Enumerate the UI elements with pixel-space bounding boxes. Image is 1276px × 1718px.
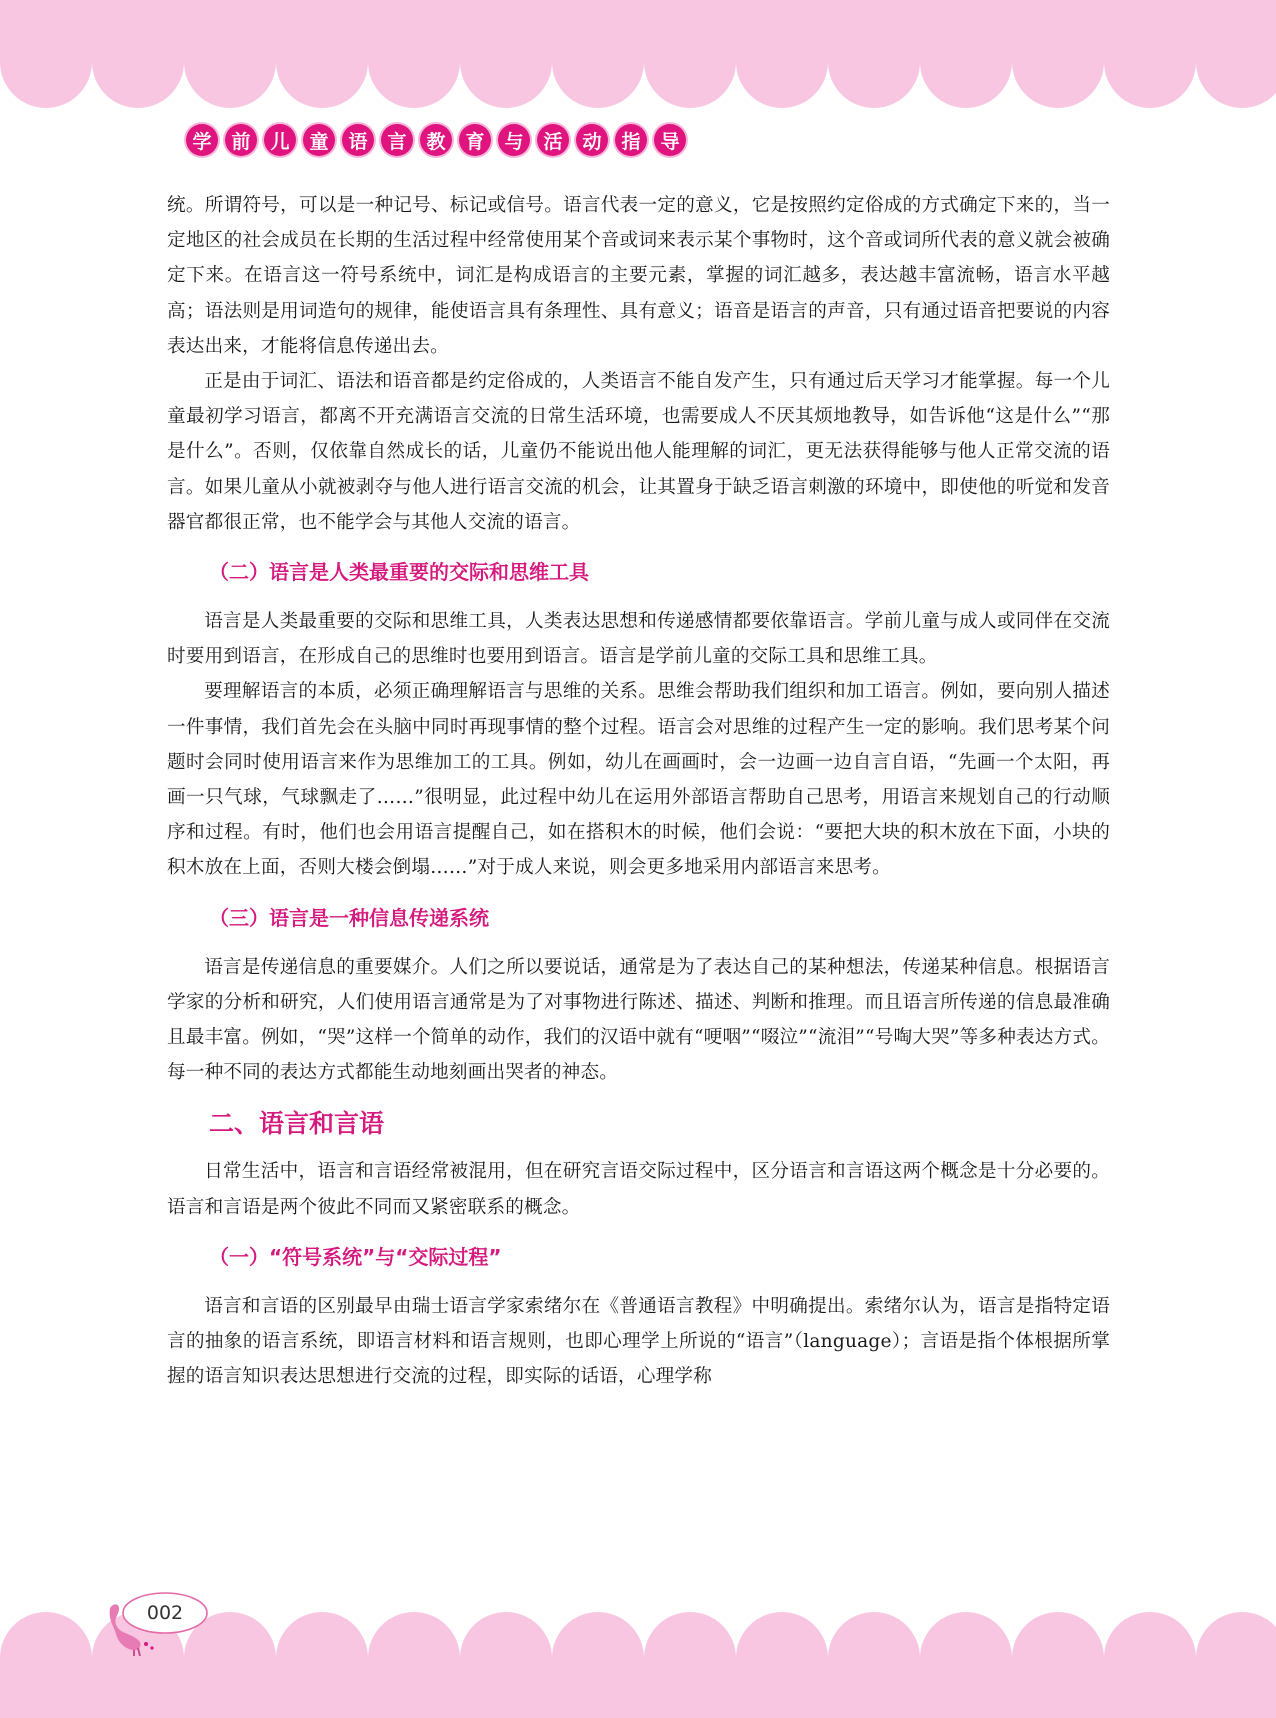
paragraph: 日常生活中，语言和言语经常被混用，但在研究言语交际过程中，区分语言和言语这两个概念是十分必要的。语言和言语是两个彼此不同而又紧密联系的概念。 <box>167 1161 1110 1218</box>
paragraph: 语言是传递信息的重要媒介。人们之所以要说话，通常是为了表达自己的某种想法，传递某种信息。根据语言学家的分析和研究，人们使用语言通常是为了对事物进行陈述、描述、判断和推理。而且语言所传递的信息最准确且最丰富。例如，“哭”这样一个简单的动作，我们的汉语中就有“哽咽”“啜泣”“流泪”“号啕大哭”等多种表达方式。每一种不同的表达方式都能生动地刻画出哭者的神态。 <box>167 956 1110 1084</box>
header-title-char: 活 <box>537 124 569 156</box>
header-title-char: 言 <box>381 124 413 156</box>
header-title-char: 动 <box>576 124 608 156</box>
header-title-char: 儿 <box>264 124 296 156</box>
paragraph: 正是由于词汇、语法和语音都是约定俗成的，人类语言不能自发产生，只有通过后天学习才能掌握。每一个儿童最初学习语言，都离不开充满语言交流的日常生活环境，也需要成人不厌其烦地教导，如告诉他“这是什么”“那是什么”。否则，仅依靠自然成长的话，儿童仍不能说出他人能理解的词汇，更无法获得能够与他人正常交流的语言。如果儿童从小就被剥夺与他人进行语言交流的机会，让其置身于缺乏语言刺激的环境中，即使他的听觉和发音器官都很正常，也不能学会与其他人交流的语言。 <box>167 371 1110 533</box>
page-number: 002 <box>146 1602 184 1624</box>
header-title-char: 童 <box>303 124 335 156</box>
section-heading: （二）语言是人类最重要的交际和思维工具 <box>209 560 589 585</box>
paragraph: 统。所谓符号，可以是一种记号、标记或信号。语言代表一定的意义，它是按照约定俗成的方式确定下来的，当一定地区的社会成员在长期的生活过程中经常使用某个音或词来表示某个事物时，这个音或词所代表的意义就会被确定下来。在语言这一符号系统中，词汇是构成语言的主要元素，掌握的词汇越多，表达越丰富流畅，语言水平越高；语法则是用词造句的规律，能使语言具有条理性、具有意义；语音是语言的声音，只有通过语音把要说的内容表达出来，才能将信息传递出去。 <box>167 195 1110 357</box>
top-scallop-band <box>0 0 1276 110</box>
header-title-char: 导 <box>654 124 686 156</box>
paragraph: 语言是人类最重要的交际和思维工具，人类表达思想和传递感情都要依靠语言。学前儿童与成人或同伴在交流时要用到语言，在形成自己的思维时也要用到语言。语言是学前儿童的交际工具和思维工具。 <box>167 611 1110 668</box>
header-title-char: 语 <box>342 124 374 156</box>
header-title-char: 学 <box>186 124 218 156</box>
running-header <box>186 124 686 160</box>
chapter-heading: 二、语言和言语 <box>209 1109 385 1139</box>
header-title-char: 教 <box>420 124 452 156</box>
section-heading: （三）语言是一种信息传递系统 <box>209 905 489 930</box>
page-body <box>167 188 1110 1394</box>
paragraph: 语言和言语的区别最早由瑞士语言学家索绪尔在《普通语言教程》中明确提出。索绪尔认为，语言是指特定语言的抽象的语言系统，即语言材料和语言规则，也即心理学上所说的“语言”（language）；言语是指个体根据所掌握的语言知识表达思想进行交流的过程，即实际的话语，心理学称 <box>167 1295 1110 1388</box>
paragraph: 要理解语言的本质，必须正确理解语言与思维的关系。思维会帮助我们组织和加工语言。例如，要向别人描述一件事情，我们首先会在头脑中同时再现事情的整个过程。语言会对思维的过程产生一定的影响。我们思考某个问题时会同时使用语言来作为思维加工的工具。例如，幼儿在画画时，会一边画一边自言自语，“先画一个太阳，再画一只气球，气球飘走了……”很明显，此过程中幼儿在运用外部语言帮助自己思考，用语言来规划自己的行动顺序和过程。有时，他们也会用语言提醒自己，如在搭积木的时候，他们会说：“要把大块的积木放在下面，小块的积木放在上面，否则大楼会倒塌……”对于成人来说，则会更多地采用内部语言来思考。 <box>167 681 1110 879</box>
header-title-char: 与 <box>498 124 530 156</box>
header-title-char: 指 <box>615 124 647 156</box>
page-number-badge <box>120 1590 210 1636</box>
header-title-char: 前 <box>225 124 257 156</box>
header-title-char: 育 <box>459 124 491 156</box>
section-heading: （一）“符号系统”与“交际过程” <box>209 1244 502 1269</box>
